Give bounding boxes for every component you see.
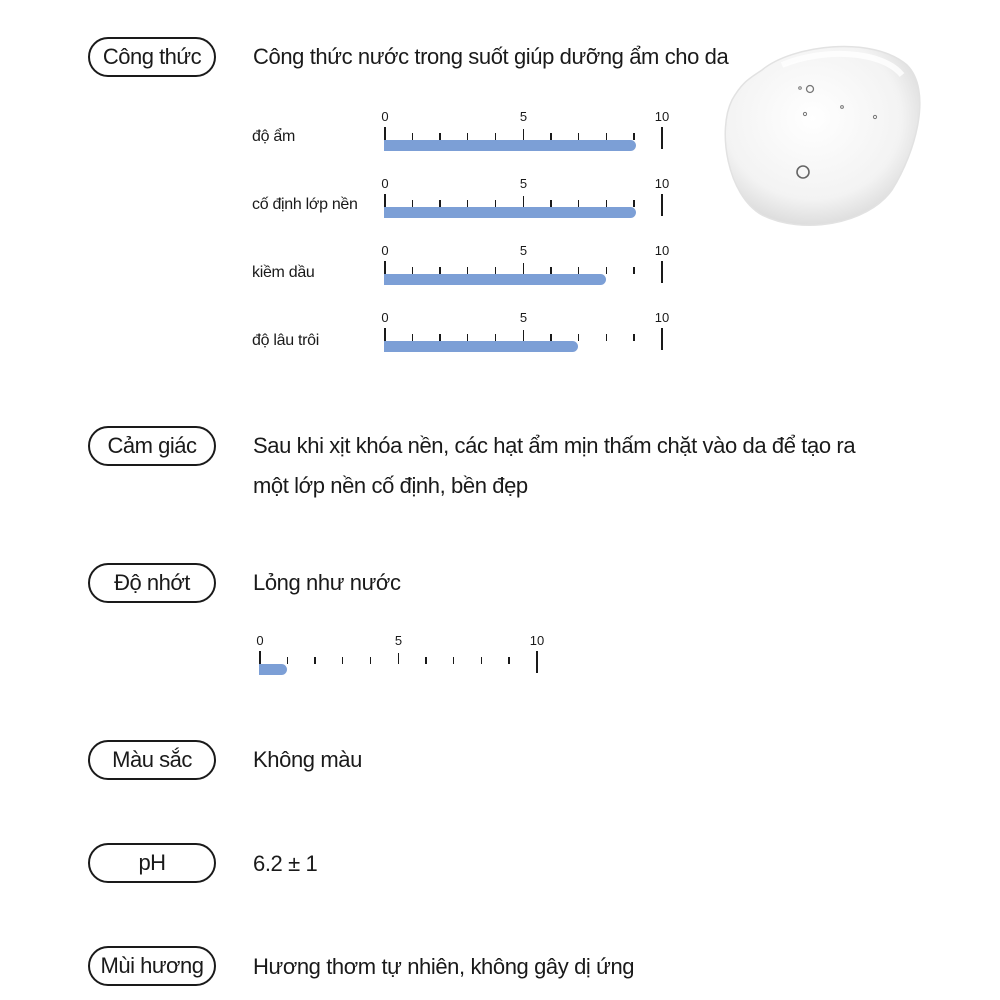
scale-tick [314,657,315,664]
scale-tick [481,657,482,664]
scale-tick [425,657,426,664]
feel-description-line2: một lớp nền cố định, bền đẹp [253,473,528,498]
scale-tick [439,133,440,140]
scale-tick [633,200,634,207]
formula-description: Công thức nước trong suốt giúp dưỡng ẩm cho da [253,44,729,69]
scale-label-max: 10 [654,176,670,191]
scale-label-min: 0 [381,310,389,325]
scale-fill-bar [384,207,636,218]
scale-tick [412,267,413,274]
water-droplet-icon [722,40,922,230]
feel-description-line1: Sau khi xịt khóa nền, các hạt ẩm mịn thấm chặt vào da để tạo ra [253,433,856,458]
scale-tick [633,133,634,140]
scale-label-min: 0 [381,243,389,258]
scale-tick [467,334,468,341]
scale-tick [412,200,413,207]
scale-tick [633,267,634,274]
scale-tick [606,133,607,140]
scale-tick [467,267,468,274]
scale-axis-end [661,328,663,350]
ph-value: 6.2 ± 1 [253,851,318,876]
scale-tick [439,200,440,207]
scale-label-max: 10 [529,633,545,648]
rating-label-setting: cố định lớp nền [252,196,358,213]
scale-fill-bar [384,341,578,352]
scale-label-mid: 5 [394,633,403,648]
scale-tick [578,133,579,140]
scale-label-mid: 5 [519,109,528,124]
scale-tick [508,657,509,664]
scale-tick [412,334,413,341]
rating-label-moisture: độ ẩm [252,128,295,145]
scale-tick [439,267,440,274]
scale-label-min: 0 [381,109,389,124]
label-ph: pH [88,843,216,883]
label-do-nhot: Độ nhớt [88,563,216,603]
scale-tick [453,657,454,664]
label-cong-thuc: Công thức [88,37,216,77]
scale-fill-bar [259,664,287,675]
scale-tick [550,133,551,140]
scale-tick [578,200,579,207]
scale-tick [523,196,524,207]
label-mau-sac: Màu sắc [88,740,216,780]
scale-tick [578,334,579,341]
scale-label-mid: 5 [519,310,528,325]
scale-axis-end [661,194,663,216]
scale-label-min: 0 [256,633,264,648]
scale-tick [412,133,413,140]
scale-axis-end [661,261,663,283]
label-mui-huong: Mùi hương [88,946,216,986]
scale-tick [398,653,399,664]
scale-tick [342,657,343,664]
scale-tick [550,200,551,207]
scale-fill-bar [384,140,636,151]
scent-description: Hương thơm tự nhiên, không gây dị ứng [253,954,635,979]
scale-tick [495,267,496,274]
rating-label-oil-control: kiềm dầu [252,264,315,281]
scale-tick [370,657,371,664]
label-cam-giac: Cảm giác [88,426,216,466]
scale-tick [495,334,496,341]
scale-tick [523,330,524,341]
scale-axis-end [661,127,663,149]
scale-tick [495,133,496,140]
scale-tick [287,657,288,664]
scale-label-max: 10 [654,310,670,325]
scale-tick [439,334,440,341]
scale-tick [523,263,524,274]
rating-label-longevity: độ lâu trôi [252,332,319,349]
scale-label-max: 10 [654,243,670,258]
scale-tick [606,200,607,207]
scale-tick [550,267,551,274]
scale-axis-end [536,651,538,673]
scale-label-mid: 5 [519,243,528,258]
scale-label-mid: 5 [519,176,528,191]
viscosity-description: Lỏng như nước [253,570,401,595]
scale-tick [606,334,607,341]
scale-tick [467,133,468,140]
scale-tick [467,200,468,207]
scale-tick [606,267,607,274]
scale-tick [495,200,496,207]
scale-tick [550,334,551,341]
scale-fill-bar [384,274,606,285]
scale-tick [523,129,524,140]
color-description: Không màu [253,747,362,772]
scale-tick [578,267,579,274]
scale-tick [633,334,634,341]
scale-label-max: 10 [654,109,670,124]
scale-label-min: 0 [381,176,389,191]
